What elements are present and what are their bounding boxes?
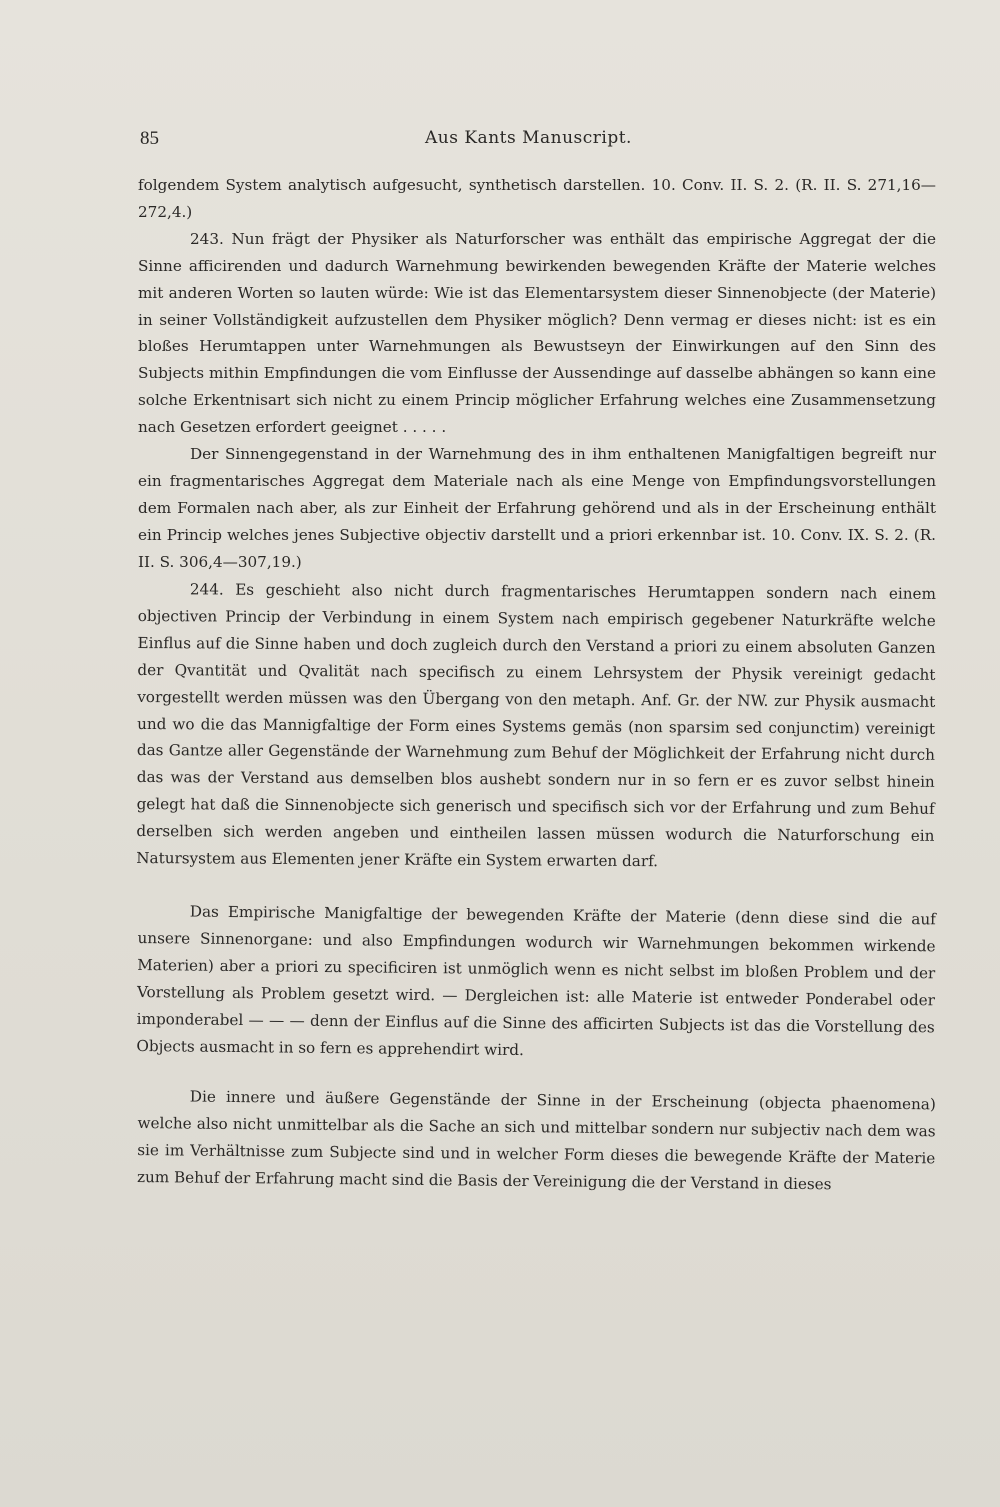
page-header	[140, 128, 935, 158]
paragraph-continuation: folgendem System analytisch aufgesucht, synthetisch darstellen. 10. Conv. II. S. 2. (R. II. S. 271,16—272,4.)	[138, 176, 936, 221]
paragraph-244: 244. Es geschieht also nicht durch fragmentarisches Herumtappen sondern nach einem objectiven Princip der Verbindung in einem System nach empirisch gegebener Naturkräfte welche Einflus auf die Sinne haben und doch zugleich durch den Verstand a priori zu einem absoluten Ganzen der Qvantität und Qvalität nach specifisch zu einem Lehrsystem der Physik vereinigt gedacht vorgestellt werden müssen was den Übergang von den metaph. Anf. Gr. der NW. zur Physik ausmacht und wo die das Mannigfaltige der Form eines Systems gemäs (non sparsim sed conjunctim) vereinigt das Gantze aller Gegenstände der Warnehmung zum Behuf der Möglichkeit der Erfahrung nicht durch das was der Verstand aus demselben blos aushebt sondern nur in so fern er es zuvor selbst hinein gelegt hat daß die Sinnenobjecte sich generisch und specifisch sich vor der Erfahrung und zum Behuf derselben sich werden angeben und eintheilen lassen müssen wodurch die Naturforschung ein Natursystem aus Elementen jener Kräfte ein System erwarten darf.	[136, 579, 936, 870]
page-number: 85	[140, 128, 159, 149]
running-head: Aus Kants Manuscript.	[425, 128, 632, 148]
paragraph-243: 243. Nun frägt der Physiker als Naturforscher was enthält das empirische Aggregat der die Sinne afficirenden und dadurch Warnehmung bewirkenden bewegenden Kräfte der Materie welches mit anderen Worten so lauten würde: Wie ist das Elementarsystem dieser Sinnenobjecte (der Materie) in seiner Vollständigkeit aufzustellen dem Physiker möglich? Denn vermag er dieses nicht: ist es ein bloßes Herumtappen unter Warnehmungen als Bewustseyn der Einwirkungen auf den Sinn des Subjects mithin Empfindungen die vom Einflusse der Aussendinge auf dasselbe abhängen so kann eine solche Erkentnisart sich nicht zu einem Princip möglicher Erfahrung welches eine Zusammensetzung nach Gesetzen erfordert geeignet . . . . .	[138, 229, 936, 437]
paragraph-innere: Die innere und äußere Gegenstände der Sinne in der Erscheinung (objecta phaenomena) welche also nicht unmittelbar als die Sache an sich und mittelbar sondern nur subjectiv nach dem was sie im Verhältnisse zum Subjecte sind und in welcher Form dieses die bewegende Kräfte der Materie zum Behuf der Erfahrung macht sind die Basis der Vereinigung die der Verstand in dieses	[136, 1087, 936, 1193]
paragraph-sinnengegenstand: Der Sinnengegenstand in der Warnehmung des in ihm enthaltenen Manigfaltigen begreift nur ein fragmentarisches Aggregat dem Materiale nach als eine Menge von Empfindungsvorstellungen dem Formalen nach aber, als zur Einheit der Erfahrung gehörend und als in der Erscheinung enthält ein Princip welches jenes Subjective objectiv darstellt und a priori erkennbar ist. 10. Conv. IX. S. 2. (R. II. S. 306,4—307,19.)	[138, 445, 936, 571]
paragraph-empirische: Das Empirische Manigfaltige der bewegenden Kräfte der Materie (denn diese sind die auf unsere Sinnenorgane: und also Empfindungen wodurch wir Warnehmungen bekommen wirkende Materien) aber a priori zu specificiren ist unmöglich wenn es nicht selbst im bloßen Problem und der Vorstellung als Problem gesetzt wird. — Dergleichen ist: alle Materie ist entweder Ponderabel oder imponderabel — — — denn der Einflus auf die Sinne des afficirten Subjects ist das die Vorstellung des Objects ausmacht in so fern es apprehendirt wird.	[136, 902, 936, 1059]
body-text	[138, 172, 936, 1191]
